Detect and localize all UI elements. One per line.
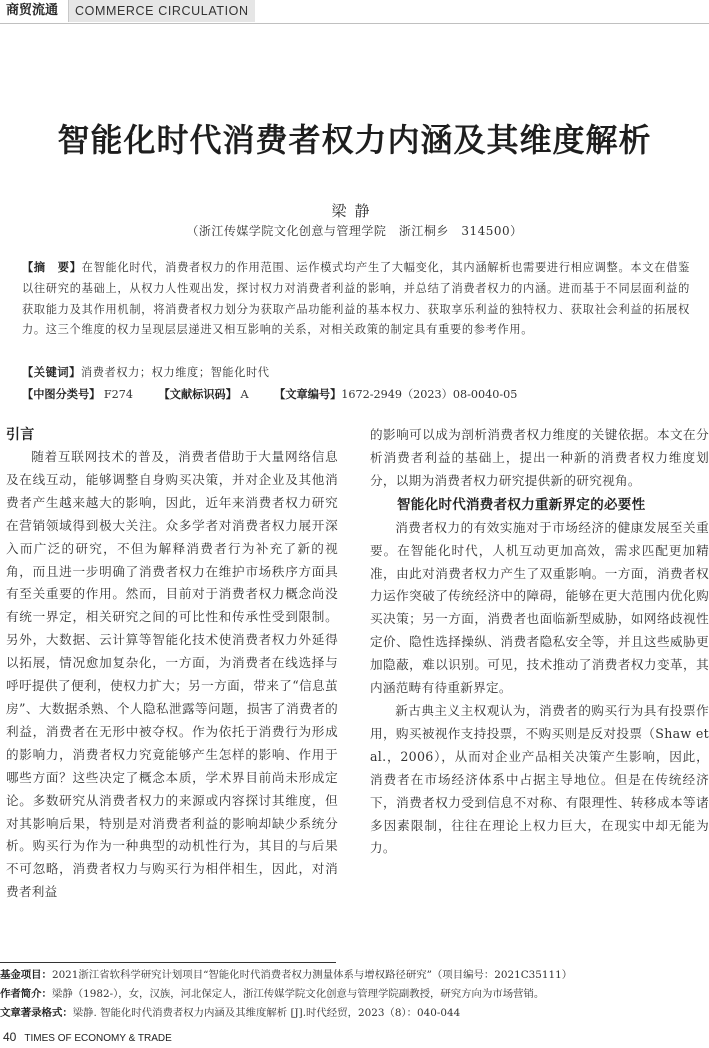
author-bio-text: 梁静（1982-），女，汉族，河北保定人，浙江传媒学院文化创意与管理学院副教授，研究方向为市场营销。 <box>51 988 545 1000</box>
fund-text: 2021浙江省软科学研究计划项目“智能化时代消费者权力测量体系与增权路径研究”（项目编号：2021C35111） <box>51 969 573 981</box>
clc-label: 【中图分类号】 <box>22 388 101 401</box>
author-affiliation: （浙江传媒学院文化创意与管理学院 浙江桐乡 314500） <box>186 224 523 238</box>
right-column <box>370 424 709 860</box>
body-paragraph: 消费者权力的有效实施对于市场经济的健康发展至关重要。在智能化时代，人机互动更加高效，需求匹配更加精准，由此对消费者权力产生了双重影响。一方面，消费者权力运作突破了传统经济中的障碍，能够在更大范围内优化购买决策；另一方面，消费者也面临新型威胁，如网络歧视性定价、隐性选择操纵、消费者隐私安全等，并且这些威胁更加隐蔽，难以识别。可见，技术推动了消费者权力变革，其内涵范畴有待重新界定。 <box>370 519 709 696</box>
keywords-label: 【关键词】 <box>22 366 81 379</box>
doc-code-label: 【文献标识码】 <box>158 388 237 401</box>
citation-label: 文章著录格式： <box>0 1007 73 1019</box>
abstract-label: 【摘 要】 <box>22 261 82 274</box>
section-name-en: COMMERCE CIRCULATION <box>68 0 255 22</box>
author-bio-label: 作者简介： <box>0 988 52 1000</box>
keywords-text: 消费者权力；权力维度；智能化时代 <box>80 366 270 379</box>
clc-value: F274 <box>103 388 134 401</box>
article-number-label: 【文章编号】 <box>274 388 342 401</box>
intro-heading: 引言 <box>6 427 35 443</box>
journal-name: TIMES OF ECONOMY & TRADE <box>24 1033 172 1044</box>
section-header <box>0 0 255 22</box>
header-rule <box>0 23 709 24</box>
fund-label: 基金项目： <box>0 969 52 981</box>
keywords <box>22 364 270 380</box>
classification-line <box>22 386 517 402</box>
doc-code-value: A <box>240 388 249 401</box>
citation-text: 梁静. 智能化时代消费者权力内涵及其维度解析 [J].时代经贸，2023（8）：040-044 <box>72 1007 461 1019</box>
body-paragraph: 新古典主义主权观认为，消费者的购买行为具有投票作用，购买被视作支持投票，不购买则是反对投票（Shaw et al.，2006），从而对企业产品相关决策产生影响，因此，消费者在市场经济体系中占据主导地位。但是在传统经济下，消费者权力受到信息不对称、有限理性、转移成本等诸多因素限制，往往在理论上权力巨大，在现实中却无能为力。 <box>370 702 709 856</box>
footnote-rule <box>0 962 336 963</box>
abstract-text: 在智能化时代，消费者权力的作用范围、运作模式均产生了大幅变化，其内涵解析也需要进行相应调整。本文在借鉴以往研究的基础上，从权力人性观出发，探讨权力对消费者利益的影响，并总结了消费者权力的内涵。进而基于不同层面利益的获取能力及其作用机制，将消费者权力划分为获取产品功能利益的基本权力、获取享乐利益的独特权力、获取社会利益的拓展权力。这三个维度的权力呈现层层递进又相互影响的关系，对相关政策的制定具有重要的参考作用。 <box>22 261 690 337</box>
page-number: 40 <box>3 1030 17 1044</box>
fund-footnote <box>0 966 709 985</box>
page-footer <box>3 1030 172 1044</box>
author-footnote <box>0 985 709 1004</box>
intro-continuation: 的影响可以成为剖析消费者权力维度的关键依据。本文在分析消费者利益的基础上，提出一种新的消费者权力维度划分，以期为消费者权力研究提供新的研究视角。 <box>370 427 709 488</box>
left-column <box>6 424 338 904</box>
section-name-cn: 商贸流通 <box>6 3 59 18</box>
article-number-value: 1672-2949（2023）08-0040-05 <box>341 388 518 401</box>
citation-footnote <box>0 1004 709 1023</box>
intro-paragraph: 随着互联网技术的普及，消费者借助于大量网络信息及在线互动，能够调整自身购买决策，并对企业及其他消费者产生越来越大的影响，因此，近年来消费者权力研究在营销领域得到极大关注。众多学者对消费者权力展开深入而广泛的研究，不但为解释消费者行为补充了新的视角，而且进一步明确了消费者权力在维护市场秩序方面具有至关重要的作用。然而，目前对于消费者权力概念尚没有统一界定，相关研究之间的可比性和传承性受到限制。另外，大数据、云计算等智能化技术使消费者权力外延得以拓展，情况愈加复杂化，一方面，为消费者在线选择与呼吁提供了便利，使权力扩大；另一方面，带来了“信息茧房”、大数据杀熟、个人隐私泄露等问题，损害了消费者的利益，消费者在无形中被夺权。作为依托于消费行为形成的影响力，消费者权力究竟能够产生怎样的影响、作用于哪些方面？这些决定了概念本质，学术界目前尚未形成定论。多数研究从消费者权力的来源或内容探讨其维度，但对其影响后果，特别是对消费者利益的影响却缺少系统分析。购买行为作为一种典型的动机性行为，其目的与后果不可忽略，消费者权力与购买行为相伴相生，因此，对消费者利益 <box>6 449 338 900</box>
author-name: 梁静 <box>331 202 378 220</box>
abstract <box>22 258 690 341</box>
article-title: 智能化时代消费者权力内涵及其维度解析 <box>57 121 652 159</box>
section-heading: 智能化时代消费者权力重新界定的必要性 <box>397 496 646 513</box>
